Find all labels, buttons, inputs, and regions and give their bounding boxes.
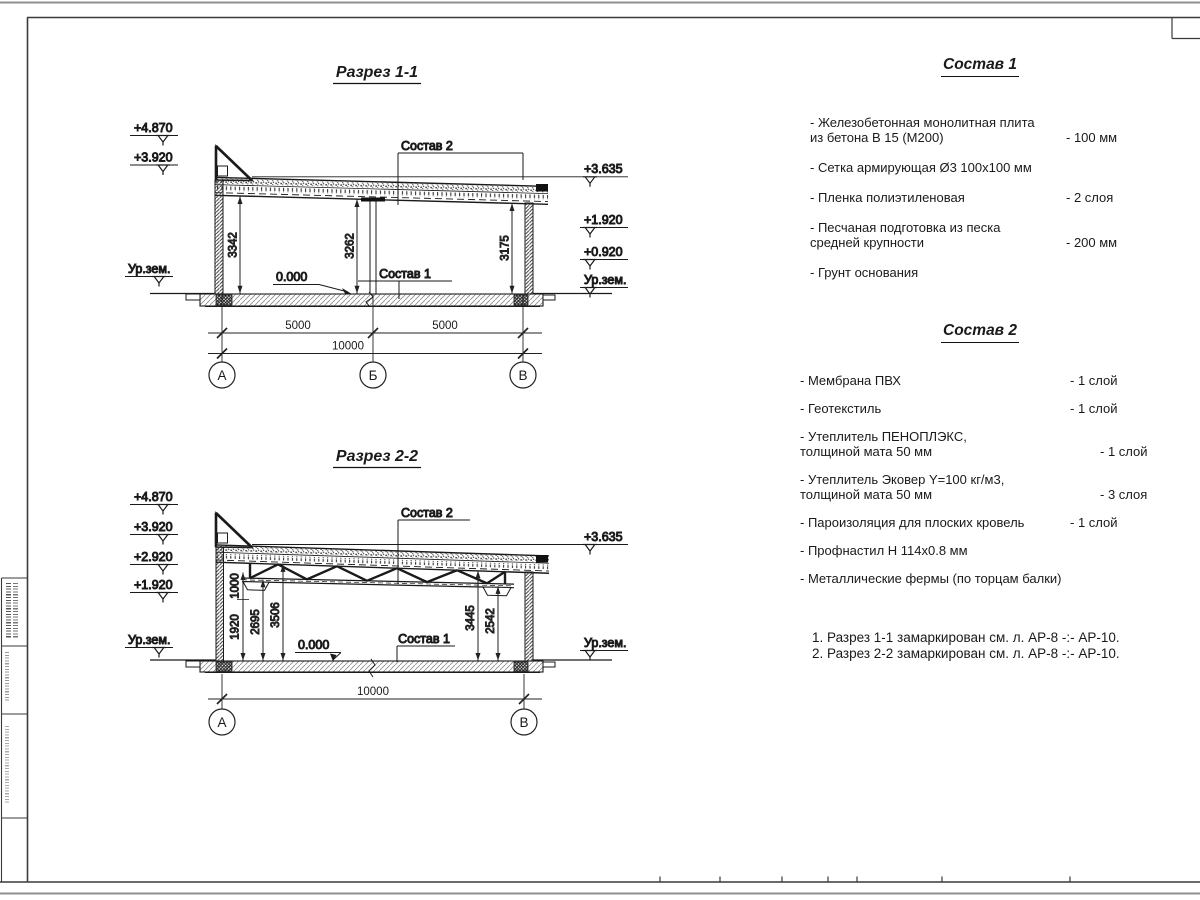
spec1-list	[800, 115, 1160, 280]
stamp-text-mark	[5, 652, 9, 702]
spec1-title: Состав 1	[941, 56, 1019, 77]
elev-2920: +2.920	[134, 550, 173, 564]
left-wall	[215, 180, 223, 294]
layer-name: - Песчаная подготовка из песка средней крупности	[810, 220, 1001, 250]
note-line: 1. Разрез 1-1 замаркирован см. л. АР-8 -:- АР-10.	[812, 630, 1120, 645]
layer-name: - Железобетонная монолитная плита из бетона В 15 (М200)	[810, 115, 1035, 145]
stamp-text-mark	[6, 583, 11, 639]
layer-qty: - 1 слой	[1070, 401, 1118, 416]
spec-item	[810, 220, 1160, 250]
dim-10000: 10000	[357, 686, 389, 698]
elevation-marks-left	[125, 121, 178, 287]
callouts	[273, 139, 523, 299]
right-wall	[525, 203, 533, 294]
elev-1920: +1.920	[584, 213, 623, 227]
layer-name: - Геотекстиль	[800, 401, 882, 416]
callout-sostav2: Состав 2	[401, 506, 453, 520]
layer-qty: - 1 слой	[1070, 515, 1118, 530]
callout-sostav1: Состав 1	[398, 632, 450, 646]
section-2-2-drawing	[125, 448, 628, 735]
spec-item	[810, 190, 1160, 205]
ground-label-right: Ур.зем.	[584, 636, 627, 650]
spec-item	[800, 401, 1160, 416]
floor-slab	[186, 659, 555, 677]
dim-3445: 3445	[465, 605, 477, 631]
axis-a: А	[217, 715, 227, 730]
right-wall	[525, 572, 533, 661]
zero-level: 0.000	[276, 270, 308, 284]
layer-name: - Мембрана ПВХ	[800, 373, 901, 388]
dim-1920: 1920	[229, 614, 242, 640]
layer-qty: - 1 слой	[1100, 444, 1148, 459]
dim-3175: 3175	[499, 235, 512, 261]
span-dimensions	[208, 674, 542, 709]
spec-item	[800, 543, 1160, 558]
elev-0920: +0.920	[584, 245, 623, 259]
spec-item	[800, 472, 1160, 502]
ground-label-left: Ур.зем.	[128, 633, 171, 647]
stamp-text-mark	[13, 583, 18, 639]
spec-item	[810, 160, 1160, 175]
roof-end-cap	[536, 555, 548, 563]
title-block-ticks	[660, 877, 1070, 883]
corner-box	[1172, 18, 1200, 39]
axis-v: В	[518, 368, 528, 383]
elev-4870: +4.870	[134, 490, 173, 504]
elevation-marks-right	[580, 530, 628, 661]
layer-name: - Утеплитель ПЕНОПЛЭКС, толщиной мата 50 мм	[800, 429, 967, 459]
left-wall	[216, 547, 224, 661]
dim-2695: 2695	[250, 609, 262, 635]
elevation-marks-left	[125, 490, 178, 658]
elev-3635: +3.635	[584, 530, 623, 544]
dim-5000-left: 5000	[285, 320, 311, 332]
callout-sostav1: Состав 1	[379, 267, 431, 281]
section1-title: Разрез 1-1	[335, 64, 419, 81]
elev-1920: +1.920	[134, 578, 173, 592]
layer-qty: - 1 слой	[1070, 373, 1118, 388]
axis-v: В	[519, 715, 529, 730]
height-dimensions	[228, 196, 515, 293]
dim-1000: 1000	[229, 573, 242, 599]
section-1-1-drawing	[125, 64, 628, 388]
spec-item	[800, 571, 1160, 586]
dim-3262: 3262	[344, 233, 357, 259]
parapet	[216, 146, 252, 181]
layer-name: - Сетка армирующая Ø3 100х100 мм	[810, 160, 1032, 175]
spec-sostav-1	[800, 56, 1160, 295]
axis-bubbles	[209, 709, 537, 735]
layer-qty: - 100 мм	[1066, 130, 1118, 145]
layer-name: - Пленка полиэтиленовая	[810, 190, 965, 205]
layer-qty: - 2 слоя	[1066, 190, 1114, 205]
layer-qty: - 200 мм	[1066, 235, 1118, 250]
ground-label-right: Ур.зем.	[584, 273, 627, 287]
spec2-list	[800, 373, 1160, 586]
spec-item	[810, 115, 1160, 145]
layer-name: - Утеплитель Эковер Y=100 кг/м3, толщиной мата 50 мм	[800, 472, 1005, 502]
callout-sostav2: Состав 2	[401, 139, 453, 153]
spec-item	[800, 429, 1160, 459]
spec-item	[800, 515, 1160, 530]
elevation-marks-right	[580, 162, 628, 298]
floor-slab	[186, 292, 555, 307]
layer-name: - Пароизоляция для плоских кровель	[800, 515, 1025, 530]
ground-label-left: Ур.зем.	[128, 262, 171, 276]
spec-item	[800, 373, 1160, 388]
elev-4870: +4.870	[134, 121, 173, 135]
zero-level: 0.000	[298, 638, 330, 652]
roof-end-cap	[536, 184, 548, 192]
elev-3920: +3.920	[134, 150, 173, 165]
stamp-text-mark	[5, 726, 9, 804]
axis-bubbles	[209, 362, 536, 388]
spec2-title: Состав 2	[941, 322, 1019, 343]
dim-10000: 10000	[332, 340, 364, 353]
axis-b: Б	[368, 368, 378, 383]
dim-3506: 3506	[270, 602, 282, 628]
axis-a: А	[217, 368, 227, 383]
layer-qty: - 3 слоя	[1100, 487, 1148, 502]
spec-item	[810, 265, 1160, 280]
elev-3920: +3.920	[134, 520, 173, 534]
dim-2542: 2542	[485, 608, 497, 634]
layer-name: - Профнастил Н 114х0.8 мм	[800, 543, 968, 558]
layer-name: - Грунт основания	[810, 265, 919, 280]
note-line: 2. Разрез 2-2 замаркирован см. л. АР-8 -:- АР-10.	[812, 645, 1120, 661]
notes-block	[812, 630, 1120, 661]
elev-3635: +3.635	[584, 162, 623, 176]
parapet	[216, 513, 252, 548]
section2-title: Разрез 2-2	[335, 448, 419, 465]
dim-3342: 3342	[227, 232, 240, 258]
dim-5000-right: 5000	[432, 320, 458, 332]
spec-sostav-2	[800, 322, 1160, 599]
layer-name: - Металлические фермы (по торцам балки)	[800, 571, 1062, 586]
